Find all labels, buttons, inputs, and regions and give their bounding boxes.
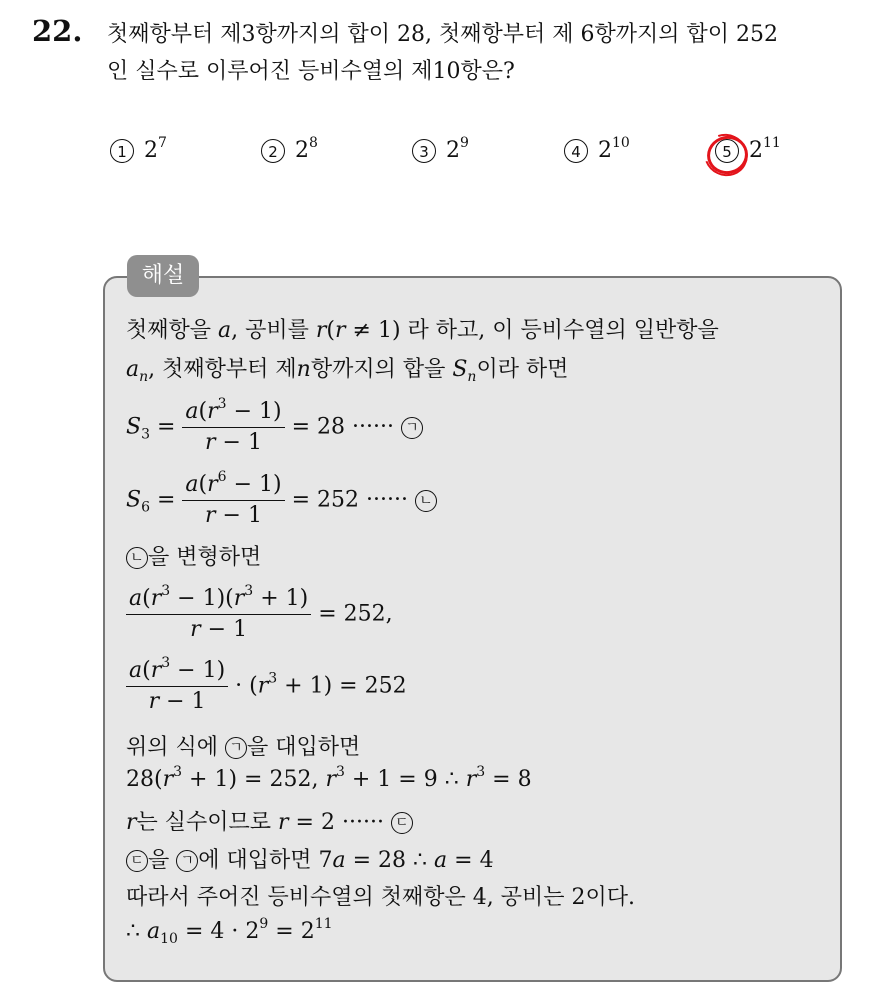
var-s: S: [126, 414, 142, 440]
question-text: [107, 16, 867, 90]
text: ≠ 1) 라 하고, 이 등비수열의 일반항을: [345, 318, 719, 343]
var-r: r: [335, 318, 346, 343]
solution-line-plug: [126, 843, 494, 874]
var-r: r: [205, 430, 216, 455]
solution-tab: 해설: [127, 255, 199, 297]
exponent: 3: [335, 764, 345, 780]
exponent: 3: [244, 583, 254, 599]
text: 첫째항을: [126, 318, 219, 343]
choice-marker: 3: [412, 139, 436, 163]
var-r: r: [162, 767, 174, 792]
choice-exponent: 10: [612, 135, 630, 151]
text: − 1: [215, 430, 262, 455]
choice-base: 2: [144, 138, 158, 163]
text: 이라 하면: [476, 357, 569, 382]
text: − 1): [170, 658, 226, 683]
marker-giyeok: ㄱ: [176, 850, 198, 872]
choice-marker: 5: [715, 139, 739, 163]
text: , 첫째항부터 제: [148, 357, 297, 382]
var-r: r: [126, 810, 137, 835]
denominator: [182, 501, 284, 531]
solution-line-1: [126, 313, 719, 344]
solution-line-real: [126, 805, 413, 836]
text: 28(: [126, 767, 163, 792]
var-s: S: [126, 487, 142, 513]
subscript: 6: [141, 499, 150, 516]
exponent: 3: [476, 764, 486, 780]
numerator: [182, 397, 284, 428]
fraction: [126, 584, 311, 645]
choice-exponent: 8: [309, 135, 318, 151]
var-r: r: [325, 767, 336, 792]
text: + 1) = 252: [277, 673, 407, 699]
text: − 1): [226, 399, 282, 424]
choice-base: 2: [295, 138, 309, 163]
choice-marker: 2: [261, 139, 285, 163]
text: + 1): [253, 586, 309, 611]
var-a: a: [126, 357, 140, 382]
marker-nieun: ㄴ: [415, 490, 437, 512]
text: 을 변형하면: [148, 545, 262, 570]
text: 는 실수이므로: [136, 810, 279, 835]
var-n: n: [296, 357, 311, 382]
numerator: [182, 470, 284, 501]
text: (: [142, 586, 151, 611]
equation-s3: $S_3$ = $\frac{a(r^3 - 1)}{r - 1}$ = 28 ······ ㄱ: [126, 397, 423, 458]
choice-exponent: 9: [460, 135, 469, 151]
exponent: 3: [173, 764, 183, 780]
var-r: r: [205, 503, 216, 528]
choice-base: 2: [446, 138, 460, 163]
fraction: [126, 656, 228, 717]
text: · (: [228, 673, 258, 699]
text: (: [142, 658, 151, 683]
choice-2[interactable]: [261, 135, 318, 163]
marker-digeut: ㄷ: [391, 812, 413, 834]
text: = 28 ······: [291, 414, 401, 440]
choice-3[interactable]: [412, 135, 469, 163]
var-r: r: [257, 673, 269, 699]
var-r: r: [207, 399, 218, 424]
exponent: 6: [217, 469, 227, 485]
text: ∴: [126, 919, 147, 944]
exponent: 3: [268, 670, 278, 687]
var-a: a: [332, 848, 346, 873]
text: + 1 = 9 ∴: [344, 767, 466, 792]
denominator: [182, 428, 284, 458]
var-r: r: [190, 617, 201, 642]
solution-line-transform: [126, 540, 261, 571]
subscript: 10: [160, 931, 178, 947]
var-r: r: [207, 472, 218, 497]
text: = 252,: [311, 601, 393, 627]
marker-digeut: ㄷ: [126, 850, 148, 872]
choice-marker: 4: [564, 139, 588, 163]
exponent: 3: [161, 655, 171, 671]
text: 에 대입하면 7: [198, 848, 333, 873]
text: = 252 ······: [291, 487, 415, 513]
text: − 1: [159, 689, 206, 714]
text: 항까지의 합을: [310, 357, 453, 382]
denominator: [126, 615, 311, 645]
equation-transform: [126, 584, 393, 645]
solution-line-calc: [126, 764, 532, 792]
var-a: a: [129, 586, 143, 611]
fraction: [182, 397, 284, 458]
solution-line-2: [126, 352, 568, 383]
solution-line-final: [126, 916, 333, 947]
solution-line-conclusion: 따라서 주어진 등비수열의 첫째항은 4, 공비는 2이다.: [126, 885, 635, 910]
question-line-1: 첫째항부터 제3항까지의 합이 28, 첫째항부터 제 6항까지의 합이 252: [107, 22, 778, 47]
text: = 2: [268, 919, 315, 944]
var-r: r: [150, 658, 162, 683]
marker-giyeok: ㄱ: [225, 737, 247, 759]
text: − 1)(: [170, 586, 234, 611]
choice-1[interactable]: [110, 135, 167, 163]
var-r: r: [148, 689, 160, 714]
exponent: 11: [314, 916, 333, 932]
var-a: a: [218, 318, 232, 343]
choice-4[interactable]: [564, 135, 630, 163]
choice-marker: 1: [110, 139, 134, 163]
var-a: a: [185, 399, 199, 424]
numerator: [126, 656, 228, 687]
answer-circle-stroke: [697, 127, 755, 184]
question-number: 22.: [32, 14, 83, 48]
text: 을: [148, 848, 177, 873]
var-a: a: [434, 848, 448, 873]
subscript: 3: [141, 426, 150, 443]
text: 을 대입하면: [247, 735, 361, 760]
text: = 2 ······: [288, 810, 391, 835]
question-line-2: 인 실수로 이루어진 등비수열의 제10항은?: [107, 59, 515, 84]
text: − 1: [200, 617, 248, 642]
var-s: S: [452, 357, 468, 382]
numerator: [126, 584, 311, 615]
text: (: [198, 472, 208, 497]
text: (: [326, 318, 336, 343]
choice-base: 2: [749, 138, 763, 163]
var-r: r: [150, 586, 162, 611]
subscript: n: [139, 369, 149, 385]
text: = 8: [485, 767, 532, 792]
exponent: 9: [259, 916, 269, 932]
text: (: [198, 399, 208, 424]
text: − 1: [215, 503, 262, 528]
var-r: r: [278, 810, 289, 835]
denominator: [126, 687, 228, 717]
text: − 1): [226, 472, 282, 497]
text: 위의 식에: [126, 735, 225, 760]
fraction: [182, 470, 284, 531]
choice-exponent: 11: [763, 135, 781, 151]
var-r: r: [315, 318, 327, 343]
text: + 1) = 252,: [182, 767, 326, 792]
text: , 공비를: [231, 318, 316, 343]
var-a: a: [147, 919, 161, 944]
equation-factored: [126, 656, 407, 717]
marker-giyeok: ㄱ: [401, 417, 423, 439]
choice-exponent: 7: [158, 135, 167, 151]
var-r: r: [465, 767, 477, 792]
solution-line-subst: [126, 730, 360, 761]
exponent: 3: [161, 583, 171, 599]
text: = 28 ∴: [345, 848, 435, 873]
equation-s6: $S_6$ = $\frac{a(r^6 - 1)}{r - 1}$ = 252 ······ ㄴ: [126, 470, 437, 531]
var-r: r: [233, 586, 245, 611]
exponent: 3: [217, 396, 227, 412]
choice-base: 2: [598, 138, 612, 163]
text: = 4: [447, 848, 494, 873]
text: = 4 · 2: [177, 919, 260, 944]
marker-nieun: ㄴ: [126, 547, 148, 569]
var-a: a: [185, 472, 199, 497]
subscript: n: [467, 369, 477, 385]
var-a: a: [129, 658, 143, 683]
